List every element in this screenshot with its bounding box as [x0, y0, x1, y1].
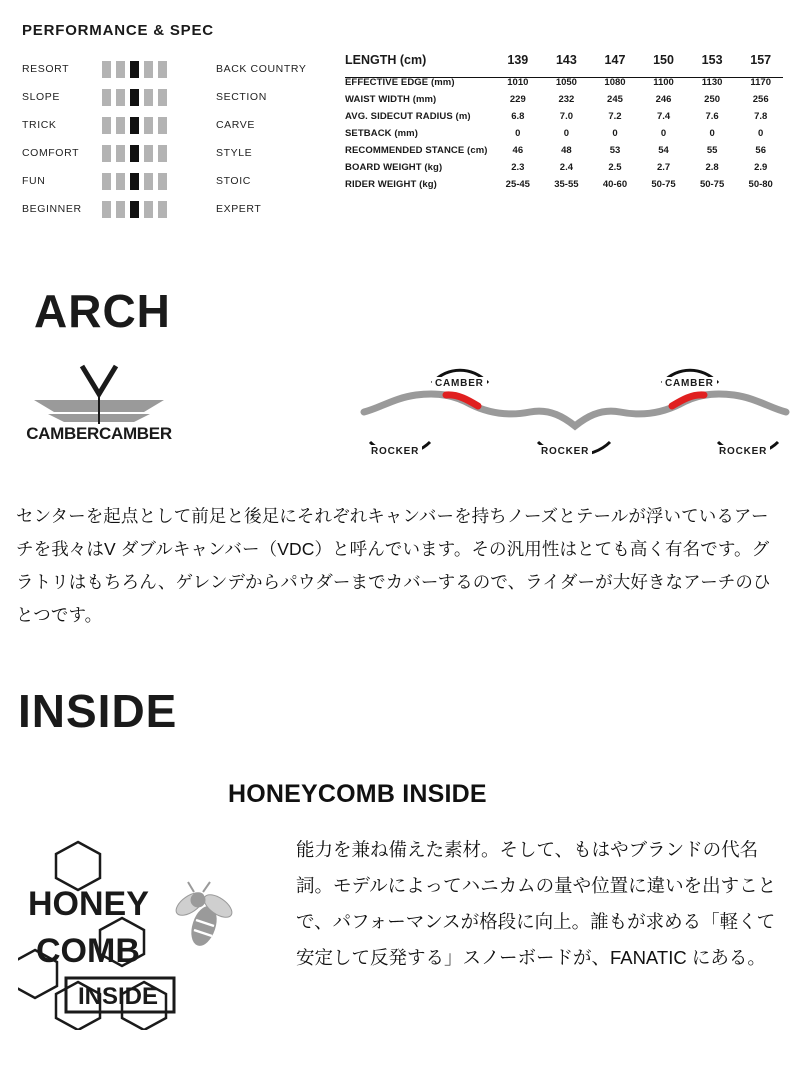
svg-text:HONEY: HONEY — [28, 885, 149, 923]
performance-scale-segment — [116, 201, 125, 218]
spec-row-value: 7.4 — [656, 111, 671, 122]
camber-label-right: CAMBER — [662, 377, 717, 390]
performance-scale-segment — [116, 89, 125, 106]
performance-row — [22, 83, 342, 111]
spec-table-row — [345, 91, 785, 108]
performance-scale-segment — [116, 117, 125, 134]
spec-row-value: 250 — [704, 94, 721, 105]
spec-table-row — [345, 125, 785, 142]
spec-row-value: 35-55 — [554, 179, 579, 190]
spec-row-value: 7.8 — [754, 111, 768, 122]
spec-row-value: 54 — [658, 145, 669, 156]
performance-row-left-label: COMFORT — [22, 147, 80, 159]
performance-row-right-label: CARVE — [216, 119, 255, 131]
spec-row-label: RIDER WEIGHT (kg) — [345, 179, 437, 190]
performance-row-right-label: EXPERT — [216, 203, 262, 215]
performance-row-right-label: STOIC — [216, 175, 251, 187]
spec-row-value: 0 — [709, 128, 715, 139]
spec-table-header-row — [345, 50, 785, 74]
performance-scale-segment — [144, 89, 153, 106]
performance-row-right-label: STYLE — [216, 147, 253, 159]
spec-row-value: 46 — [512, 145, 524, 156]
svg-text:COMB: COMB — [36, 932, 140, 970]
spec-table — [345, 50, 785, 193]
spec-row-value: 6.8 — [511, 111, 525, 122]
spec-table-body — [345, 74, 785, 193]
spec-row-value: 48 — [561, 145, 572, 156]
performance-scale-segment — [158, 173, 167, 190]
performance-scale-segment — [130, 145, 139, 162]
spec-row-value: 2.5 — [608, 162, 622, 173]
spec-header-length-4: 153 — [701, 53, 723, 67]
performance-row-scale — [102, 145, 202, 162]
spec-row-value: 2.9 — [754, 162, 768, 173]
performance-row — [22, 55, 342, 83]
camber-logo-text: CAMBERCAMBER — [26, 424, 172, 443]
performance-row-scale — [102, 117, 202, 134]
performance-row — [22, 139, 342, 167]
performance-scale-segment — [130, 201, 139, 218]
spec-row-value: 53 — [609, 145, 621, 156]
honeycomb-subheading: HONEYCOMB INSIDE — [228, 780, 487, 808]
performance-row-left-label: SLOPE — [22, 91, 61, 103]
spec-row-value: 7.6 — [705, 111, 719, 122]
spec-header-length-3: 150 — [653, 53, 674, 67]
performance-title: PERFORMANCE & SPEC — [22, 22, 214, 39]
performance-scale-segment — [102, 173, 111, 190]
performance-scale-segment — [102, 89, 111, 106]
spec-row-value: 256 — [752, 94, 769, 105]
performance-rows — [22, 55, 342, 223]
performance-row-scale — [102, 173, 202, 190]
performance-scale-segment — [116, 145, 125, 162]
performance-scale-segment — [158, 89, 167, 106]
performance-row-scale — [102, 89, 202, 106]
spec-row-value: 2.7 — [656, 162, 671, 173]
spec-row-value: 2.8 — [705, 162, 719, 173]
performance-scale-segment — [130, 117, 139, 134]
spec-row-value: 7.2 — [608, 111, 622, 122]
spec-row-value: 2.3 — [511, 162, 525, 173]
spec-row-value: 0 — [612, 128, 618, 139]
spec-row-value: 0 — [563, 128, 570, 139]
performance-scale-segment — [116, 173, 125, 190]
spec-row-label: WAIST WIDTH (mm) — [345, 94, 437, 105]
performance-row-left-label: BEGINNER — [22, 203, 82, 215]
performance-scale-segment — [144, 61, 153, 78]
honeycomb-logo-icon — [18, 830, 238, 1030]
arch-heading: ARCH — [34, 285, 171, 337]
spec-header-length-2: 147 — [604, 53, 626, 67]
spec-row-label: AVG. SIDECUT RADIUS (m) — [345, 111, 471, 122]
spec-table-row — [345, 142, 785, 159]
performance-scale-segment — [158, 61, 167, 78]
arch-profile-icon — [360, 350, 790, 480]
spec-row-value: 55 — [706, 145, 718, 156]
spec-row-value: 25-45 — [505, 179, 530, 190]
arch-diagram — [360, 350, 790, 480]
performance-scale-segment — [102, 201, 111, 218]
performance-spec-section — [22, 22, 342, 223]
performance-scale-segment — [158, 117, 167, 134]
rocker-label-center: ROCKER — [538, 445, 592, 458]
performance-row-scale — [102, 201, 202, 218]
performance-row-left-label: RESORT — [22, 63, 70, 75]
spec-row-value: 1170 — [750, 77, 771, 88]
spec-row-value: 0 — [515, 128, 521, 139]
spec-row-value: 1130 — [701, 77, 723, 88]
performance-row-left-label: FUN — [22, 175, 46, 187]
performance-scale-segment — [130, 89, 139, 106]
spec-row-value: 245 — [607, 94, 623, 105]
performance-row-left-label: TRICK — [22, 119, 57, 131]
spec-row-value: 2.4 — [559, 162, 573, 173]
spec-header-label: LENGTH (cm) — [345, 53, 427, 67]
performance-scale-segment — [144, 173, 153, 190]
spec-row-value: 50-75 — [699, 179, 725, 190]
spec-row-label: EFFECTIVE EDGE (mm) — [345, 77, 455, 88]
spec-row-value: 246 — [655, 94, 672, 105]
spec-row-label: BOARD WEIGHT (kg) — [345, 162, 443, 173]
performance-row — [22, 167, 342, 195]
performance-scale-segment — [144, 117, 153, 134]
spec-row-value: 0 — [758, 128, 764, 139]
spec-table-row — [345, 108, 785, 125]
spec-table-row — [345, 74, 785, 91]
spec-row-value: 7.0 — [559, 111, 573, 122]
performance-scale-segment — [102, 145, 111, 162]
honeycomb-logo — [18, 830, 238, 1030]
performance-row — [22, 111, 342, 139]
camber-logo — [14, 360, 184, 460]
spec-header-length-1: 143 — [555, 53, 577, 67]
inside-heading: INSIDE — [18, 685, 178, 737]
svg-text:INSIDE: INSIDE — [78, 983, 159, 1010]
arch-description: センターを起点として前足と後足にそれぞれキャンバーを持ちノーズとテールが浮いているアーチを我々はV ダブルキャンバー（VDC）と呼んでいます。その汎用性はとても高く有名です。グラトリはもちろん、ゲレンデからパウダーまでカバーするので、ライダーが大好きなアーチのひとつです。 — [16, 506, 771, 625]
performance-scale-segment — [102, 117, 111, 134]
spec-row-label: RECOMMENDED STANCE (cm) — [345, 145, 488, 156]
spec-table-row — [345, 159, 785, 176]
spec-row-value: 40-60 — [602, 179, 628, 190]
performance-row-right-label: BACK COUNTRY — [216, 63, 307, 75]
spec-table-head — [345, 50, 785, 74]
spec-row-value: 232 — [558, 94, 575, 105]
spec-row-value: 50-75 — [651, 179, 676, 190]
rocker-label-left: ROCKER — [368, 445, 422, 458]
honeycomb-description: 能力を兼ね備えた素材。そして、もはやブランドの代名詞。モデルによってハニカムの量や位置に違いを出すことで、パフォーマンスが格段に向上。誰もが求める「軽くて安定して反発する」スノーボードが、FANATIC にある。 — [296, 839, 777, 968]
performance-scale-segment — [102, 61, 111, 78]
performance-row — [22, 195, 342, 223]
spec-header-length-0: 139 — [507, 53, 529, 67]
spec-row-value: 0 — [660, 128, 667, 139]
spec-row-value: 229 — [509, 94, 526, 105]
spec-row-value: 1050 — [555, 77, 577, 88]
spec-row-value: 1080 — [604, 77, 626, 88]
spec-header-length-5: 157 — [750, 53, 772, 67]
camber-label-left: CAMBER — [432, 377, 487, 390]
spec-row-label: SETBACK (mm) — [345, 128, 418, 139]
performance-scale-segment — [158, 201, 167, 218]
performance-row-scale — [102, 61, 202, 78]
spec-row-value: 1100 — [653, 77, 674, 88]
spec-row-value: 1010 — [507, 77, 529, 88]
spec-table-row — [345, 176, 785, 193]
spec-row-value: 50-80 — [748, 179, 773, 190]
performance-scale-segment — [144, 201, 153, 218]
performance-scale-segment — [116, 61, 125, 78]
performance-row-right-label: SECTION — [216, 91, 267, 103]
camber-logo-icon — [14, 360, 184, 430]
performance-scale-segment — [144, 145, 153, 162]
performance-scale-segment — [130, 61, 139, 78]
rocker-label-right: ROCKER — [716, 445, 770, 458]
spec-row-value: 56 — [755, 145, 766, 156]
performance-scale-segment — [130, 173, 139, 190]
performance-scale-segment — [158, 145, 167, 162]
